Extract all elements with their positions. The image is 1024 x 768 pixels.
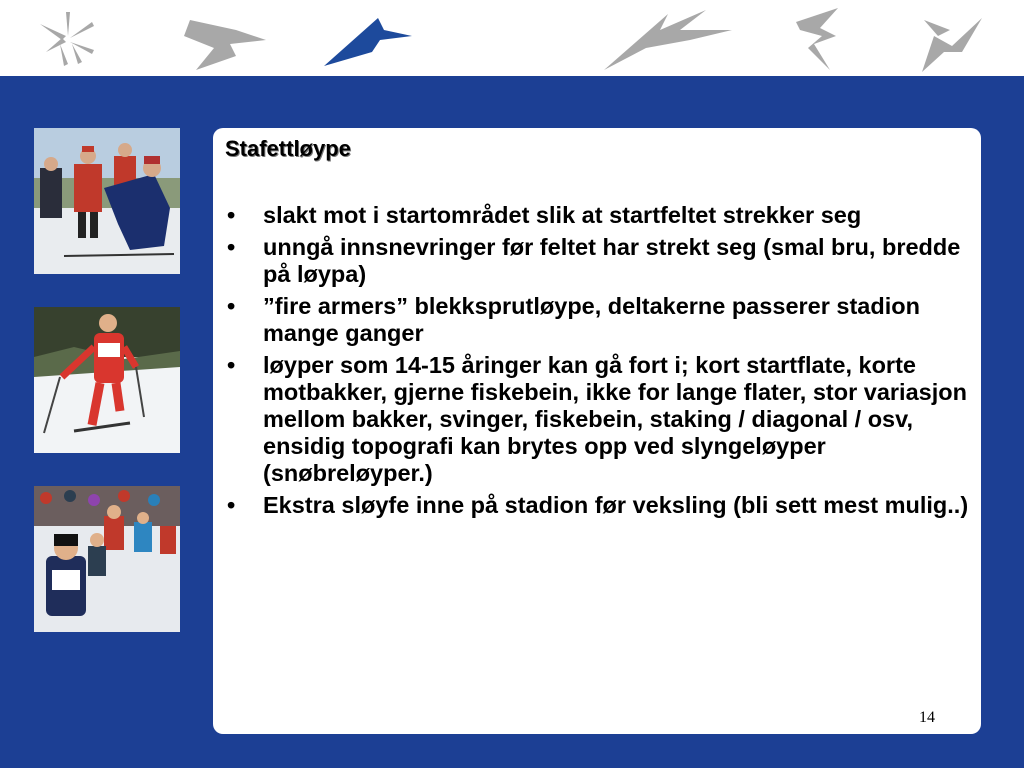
list-item — [225, 202, 971, 229]
children-ski-race-photo — [34, 486, 180, 632]
bullet-text: ”fire armers” blekksprutløype, deltakerne passerer stadion mange ganger — [263, 293, 920, 346]
bullet-text: Ekstra sløyfe inne på stadion før veksling (bli sett mest mulig..) — [263, 492, 969, 518]
list-item — [225, 492, 971, 519]
bullet-list — [225, 202, 971, 524]
bullet-dot: • — [227, 352, 236, 378]
bullet-dot: • — [227, 202, 236, 228]
blue-arrow-logo-icon — [324, 18, 412, 66]
slide-title: Stafettløype — [225, 136, 351, 161]
skier-racing-photo — [34, 307, 180, 453]
header-logo-bar — [0, 0, 1024, 76]
list-item — [225, 352, 971, 487]
bullet-dot: • — [227, 492, 236, 518]
bullet-dot: • — [227, 234, 236, 260]
bullet-text: slakt mot i startområdet slik at startfeltet strekker seg — [263, 202, 862, 228]
bullet-dot: • — [227, 293, 236, 319]
zigzag-logo-icon — [796, 8, 838, 70]
list-item — [225, 293, 971, 347]
star-logo-icon — [922, 18, 982, 72]
list-item — [225, 234, 971, 288]
page-number: 14 — [919, 709, 935, 726]
bullet-text: løyper som 14-15 åringer kan gå fort i; kort startflate, korte motbakker, gjerne fiskebein, ikke for lange flater, stor variasjon mellom bakker, svinger, fiskebein, staking / diagonal / osv, ensidig topografi kan brytes opp ved slyngeløyper (snøbreløyper.) — [263, 352, 967, 486]
sparkle-logo-icon — [40, 12, 94, 66]
arrow-logo-icon — [184, 20, 266, 70]
bullet-text: unngå innsnevringer før feltet har strekt seg (smal bru, bredde på løypa) — [263, 234, 961, 287]
coach-with-skiers-photo — [34, 128, 180, 274]
streak-logo-icon — [604, 10, 732, 70]
content-panel — [213, 128, 981, 734]
